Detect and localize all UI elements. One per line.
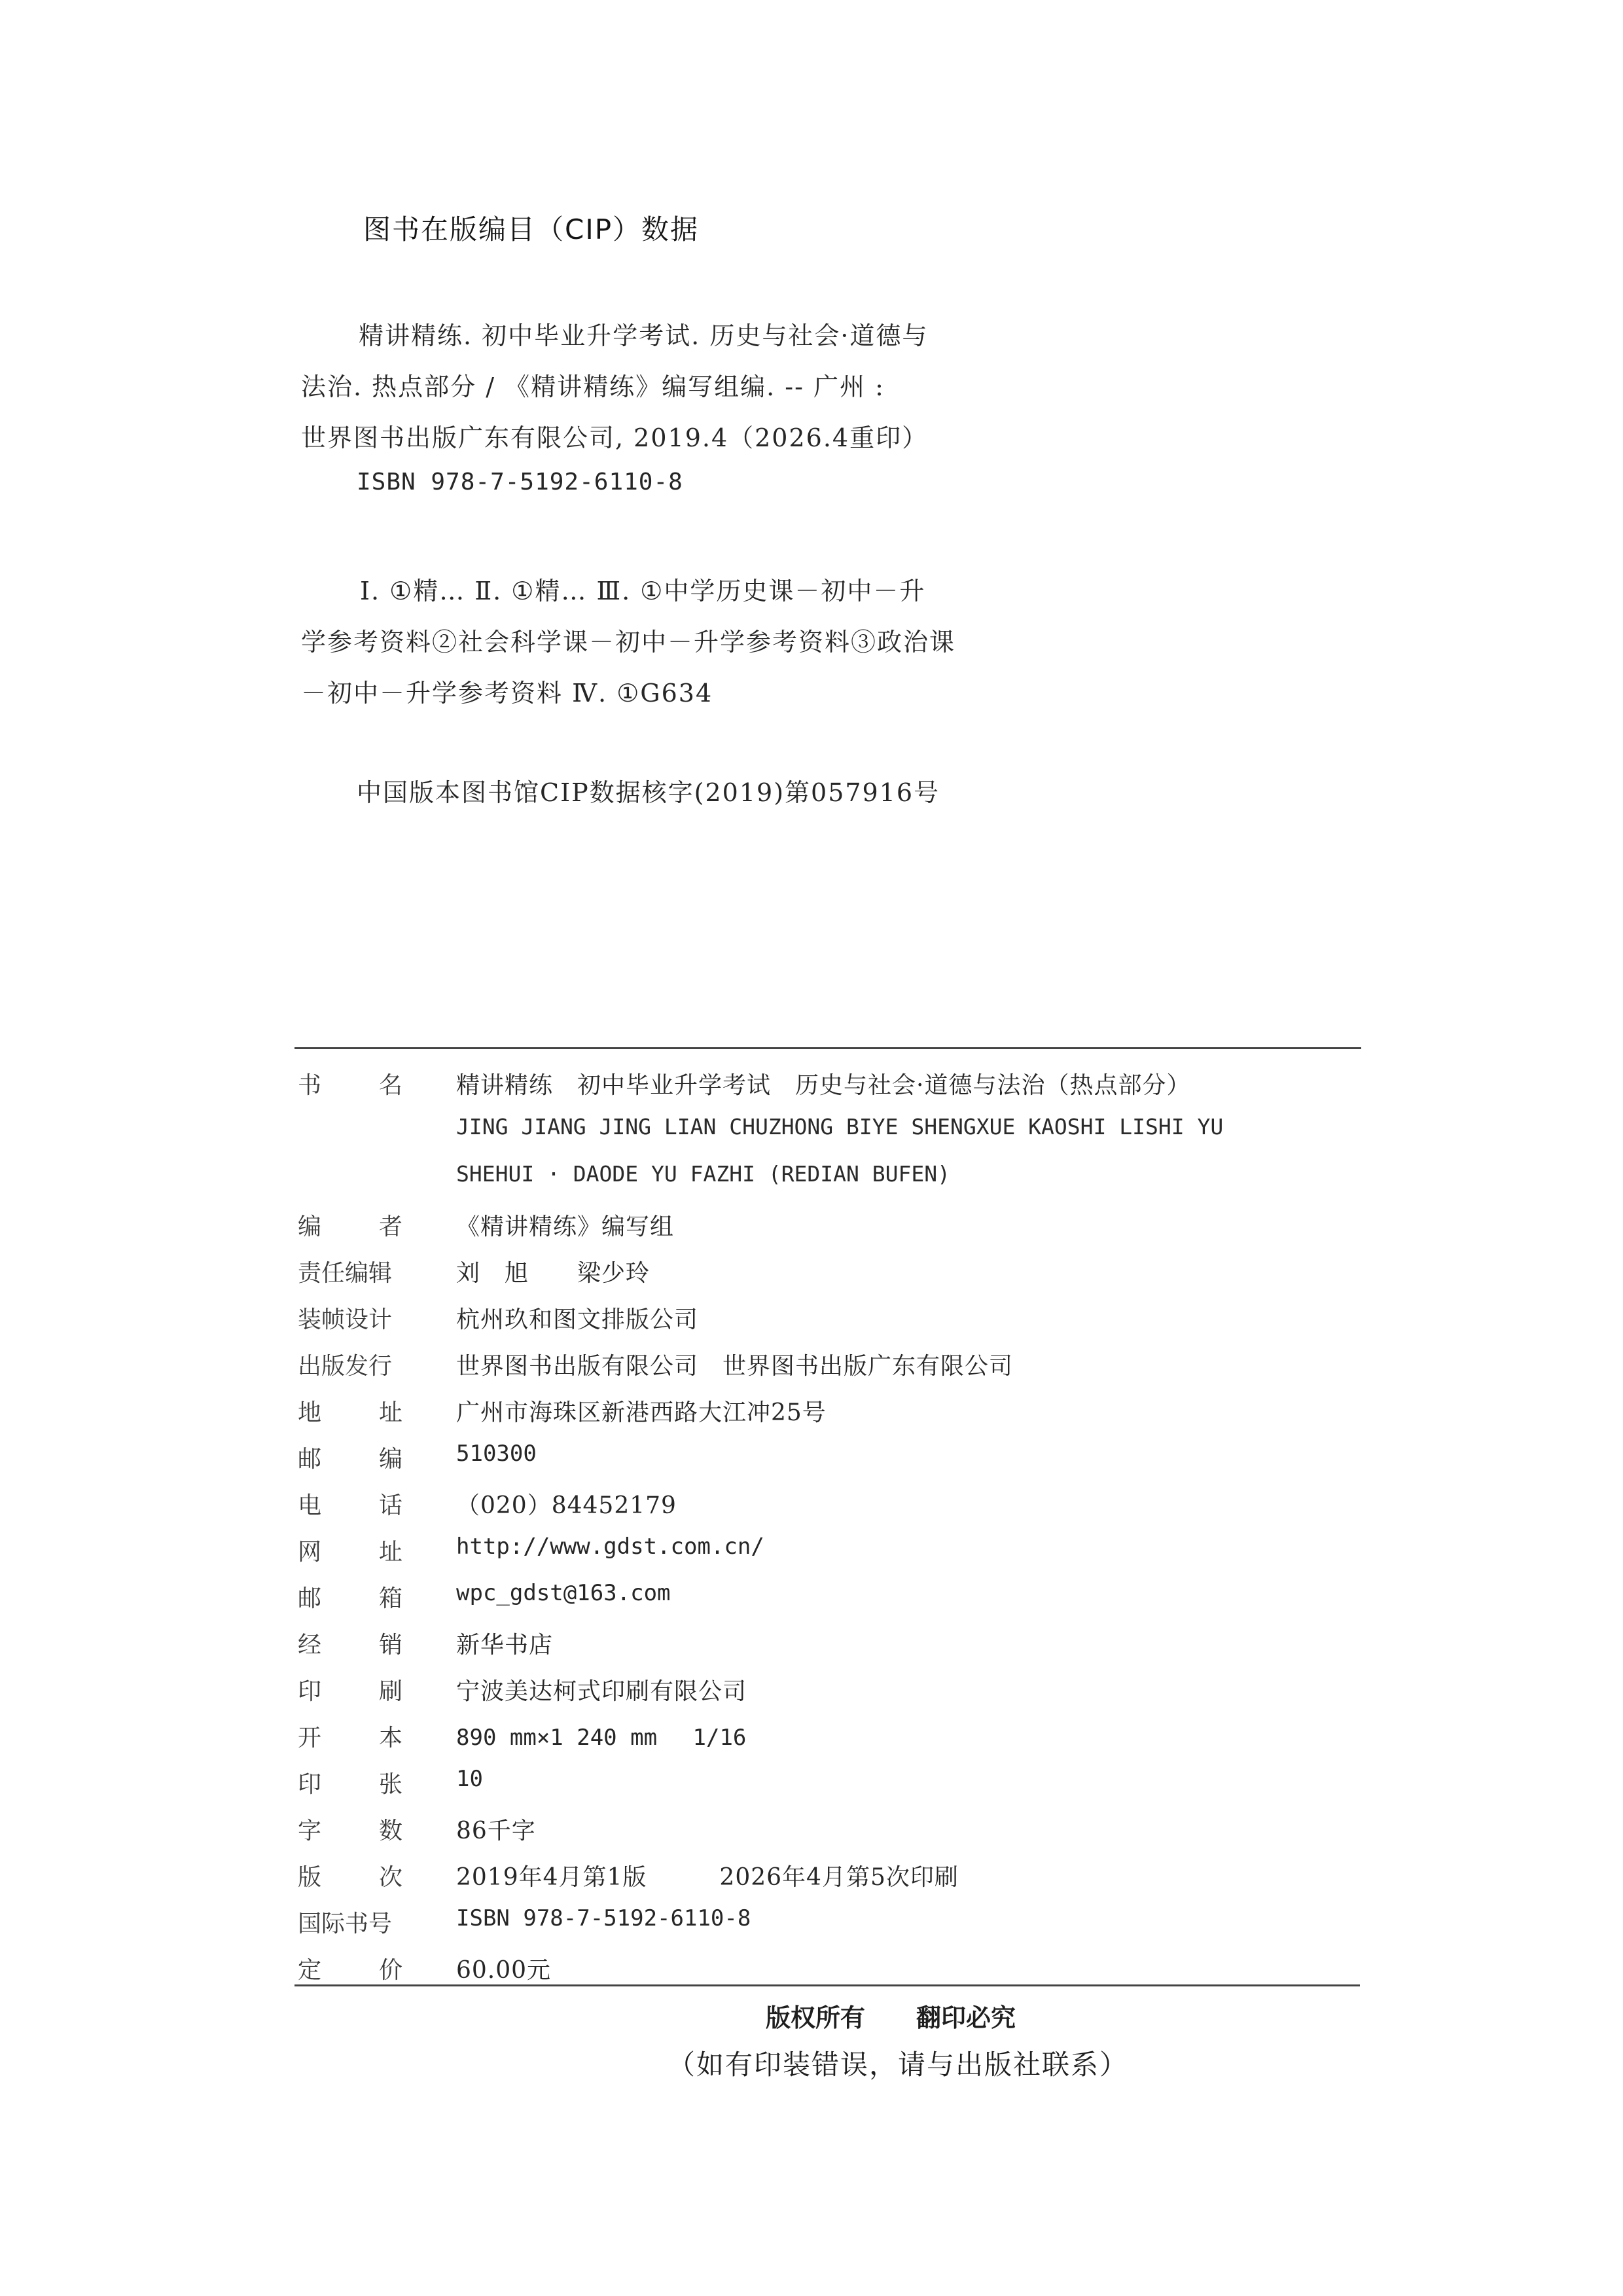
info-label: 定 价	[298, 1957, 402, 1984]
info-value-printer: 宁波美达柯式印刷有限公司	[456, 1678, 747, 1705]
book-title-pinyin: JING JIANG JING LIAN CHUZHONG BIYE SHENGXUE KAOSHI LISHI YU	[456, 1114, 1224, 1139]
info-value-sheets: 10	[456, 1766, 483, 1792]
cip-classification: 学参考资料②社会科学课－初中－升学参考资料③政治课	[301, 628, 956, 656]
top-divider	[294, 1047, 1361, 1049]
cip-isbn: ISBN 978-7-5192-6110-8	[357, 469, 683, 495]
info-label: 印 刷	[298, 1678, 402, 1705]
copyright-notice: 版权所有 翻印必究	[766, 2003, 1016, 2032]
info-label: 版 次	[298, 1864, 402, 1891]
info-value-editor: 《精讲精练》编写组	[456, 1213, 675, 1240]
info-label: 邮 编	[298, 1446, 402, 1473]
book-title-zh: 精讲精练 初中毕业升学考试 历史与社会·道德与法治（热点部分）	[456, 1072, 1191, 1099]
cip-line: 精讲精练. 初中毕业升学考试. 历史与社会·道德与	[359, 321, 929, 350]
cip-title: 图书在版编目（CIP）数据	[363, 213, 700, 245]
info-label: 装帧设计	[298, 1306, 393, 1333]
info-label: 开 本	[298, 1725, 402, 1751]
cip-classification: －初中－升学参考资料 Ⅳ. ①G634	[301, 679, 713, 708]
cip-classification: Ⅰ. ①精… Ⅱ. ①精… Ⅲ. ①中学历史课－初中－升	[360, 577, 926, 605]
info-label: 编 者	[298, 1213, 402, 1240]
cip-line: 法治. 热点部分 / 《精讲精练》编写组编. -- 广州 :	[301, 372, 885, 401]
info-value-design: 杭州玖和图文排版公司	[456, 1306, 699, 1333]
info-value-distributor: 新华书店	[456, 1632, 554, 1659]
info-label-title: 书 名	[298, 1072, 402, 1099]
info-label: 出版发行	[298, 1353, 393, 1380]
info-value-email: wpc_gdst@163.com	[456, 1580, 671, 1606]
info-label: 国际书号	[298, 1910, 393, 1937]
info-value-price: 60.00元	[456, 1957, 552, 1984]
cip-record-number: 中国版本图书馆CIP数据核字(2019)第057916号	[357, 778, 940, 807]
info-label: 邮 箱	[298, 1585, 402, 1612]
info-label: 责任编辑	[298, 1260, 393, 1287]
info-value-isbn: ISBN 978-7-5192-6110-8	[456, 1905, 751, 1931]
info-value-chief-editors: 刘 旭 梁少玲	[456, 1260, 651, 1287]
info-value-word-count: 86千字	[456, 1818, 536, 1844]
info-value-publisher: 世界图书出版有限公司 世界图书出版广东有限公司	[456, 1353, 1014, 1380]
info-label: 地 址	[298, 1399, 402, 1426]
book-title-pinyin: SHEHUI · DAODE YU FAZHI (REDIAN BUFEN)	[456, 1161, 950, 1187]
info-value-phone: （020）84452179	[456, 1492, 677, 1519]
info-value-edition: 2019年4月第1版 2026年4月第5次印刷	[456, 1864, 959, 1891]
printing-error-notice: （如有印装错误，请与出版社联系）	[668, 2049, 1129, 2081]
cip-line: 世界图书出版广东有限公司, 2019.4（2026.4重印）	[301, 423, 929, 452]
info-label: 经 销	[298, 1632, 402, 1659]
info-value-website: http://www.gdst.com.cn/	[456, 1534, 764, 1560]
bottom-divider	[294, 1984, 1360, 1986]
info-label: 网 址	[298, 1539, 402, 1566]
info-label: 字 数	[298, 1818, 402, 1844]
info-value-postcode: 510300	[456, 1441, 537, 1467]
info-label: 印 张	[298, 1771, 402, 1798]
info-value-address: 广州市海珠区新港西路大江冲25号	[456, 1399, 827, 1426]
info-label: 电 话	[298, 1492, 402, 1519]
info-value-format: 890 mm×1 240 mm 1/16	[456, 1725, 747, 1751]
